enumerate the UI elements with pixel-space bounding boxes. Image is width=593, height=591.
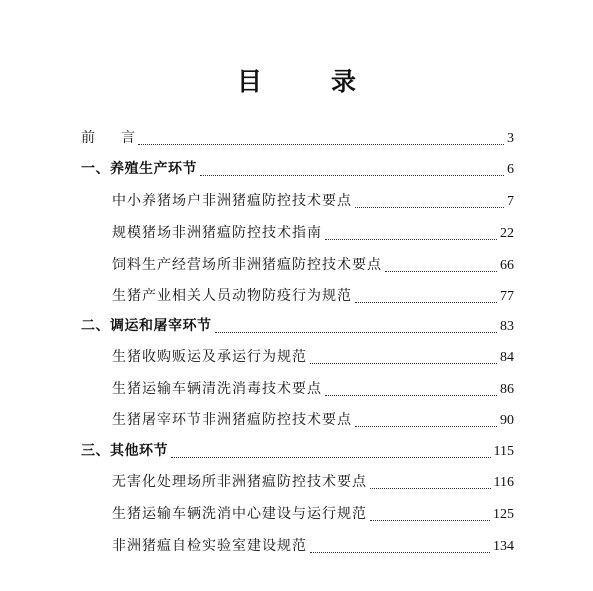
- toc-page-number: 115: [493, 444, 514, 459]
- toc-entry-preface[interactable]: [81, 127, 514, 149]
- dot-leader: [215, 331, 498, 333]
- toc-entry-label: 生猪屠宰环节非洲猪瘟防控技术要点: [112, 412, 352, 428]
- toc-page-number: 7: [507, 194, 514, 209]
- toc-entry-label: 三、其他环节: [81, 443, 168, 459]
- dot-leader: [200, 174, 504, 176]
- toc-entry-label: 一、养殖生产环节: [81, 161, 197, 177]
- page-title: 目 录: [236, 67, 378, 96]
- toc-page-number: 66: [500, 258, 514, 273]
- dot-leader: [325, 394, 497, 396]
- toc-entry[interactable]: [112, 503, 514, 525]
- toc-page-number: 77: [500, 289, 514, 304]
- toc-entry-label: 饲料生产经营场所非洲猪瘟防控技术要点: [112, 257, 382, 273]
- toc-entry[interactable]: [112, 346, 514, 368]
- dot-leader: [310, 362, 497, 364]
- toc-entry-label: 生猪产业相关人员动物防疫行为规范: [112, 288, 352, 304]
- toc-entry[interactable]: [112, 222, 514, 244]
- toc-page-number: 84: [500, 350, 514, 365]
- toc-entry[interactable]: [112, 190, 514, 212]
- dot-leader: [355, 206, 504, 208]
- toc-entry-label: 规模猪场非洲猪瘟防控技术指南: [112, 225, 322, 241]
- dot-leader: [310, 551, 490, 553]
- toc-entry[interactable]: [112, 378, 514, 400]
- dot-leader: [138, 143, 504, 145]
- toc-entry-label: 无害化处理场所非洲猪瘟防控技术要点: [112, 474, 367, 490]
- toc-entry-label: 生猪运输车辆洗消中心建设与运行规范: [112, 506, 367, 522]
- toc-page-number: 83: [500, 319, 514, 334]
- toc-entry[interactable]: [112, 409, 514, 431]
- dot-leader: [355, 425, 497, 427]
- toc-page-number: 125: [493, 507, 514, 522]
- toc-entry-label: 前 言: [81, 130, 135, 146]
- dot-leader: [385, 270, 497, 272]
- dot-leader: [171, 456, 491, 458]
- toc-entry-label: 非洲猪瘟自检实验室建设规范: [112, 538, 307, 554]
- dot-leader: [370, 519, 490, 521]
- toc-entry[interactable]: [112, 471, 514, 493]
- toc-section-heading[interactable]: [81, 315, 514, 337]
- toc-page-number: 134: [493, 539, 514, 554]
- dot-leader: [370, 487, 491, 489]
- toc-entry-label: 生猪运输车辆清洗消毒技术要点: [112, 381, 322, 397]
- toc-section-heading[interactable]: [81, 158, 514, 180]
- dot-leader: [325, 238, 497, 240]
- toc-page-number: 3: [507, 131, 514, 146]
- toc-entry[interactable]: [112, 285, 514, 307]
- toc-section-heading[interactable]: [81, 440, 514, 462]
- toc-entry-label: 生猪收购贩运及承运行为规范: [112, 349, 307, 365]
- toc-page-number: 86: [500, 382, 514, 397]
- toc-entry[interactable]: [112, 535, 514, 557]
- toc-page-number: 6: [507, 162, 514, 177]
- toc-entry-label: 二、调运和屠宰环节: [81, 318, 212, 334]
- toc-entry[interactable]: [112, 254, 514, 276]
- dot-leader: [355, 301, 497, 303]
- toc-page-number: 90: [500, 413, 514, 428]
- toc-page-number: 116: [493, 475, 514, 490]
- toc-page-number: 22: [500, 226, 514, 241]
- toc-entry-label: 中小养猪场户非洲猪瘟防控技术要点: [112, 193, 352, 209]
